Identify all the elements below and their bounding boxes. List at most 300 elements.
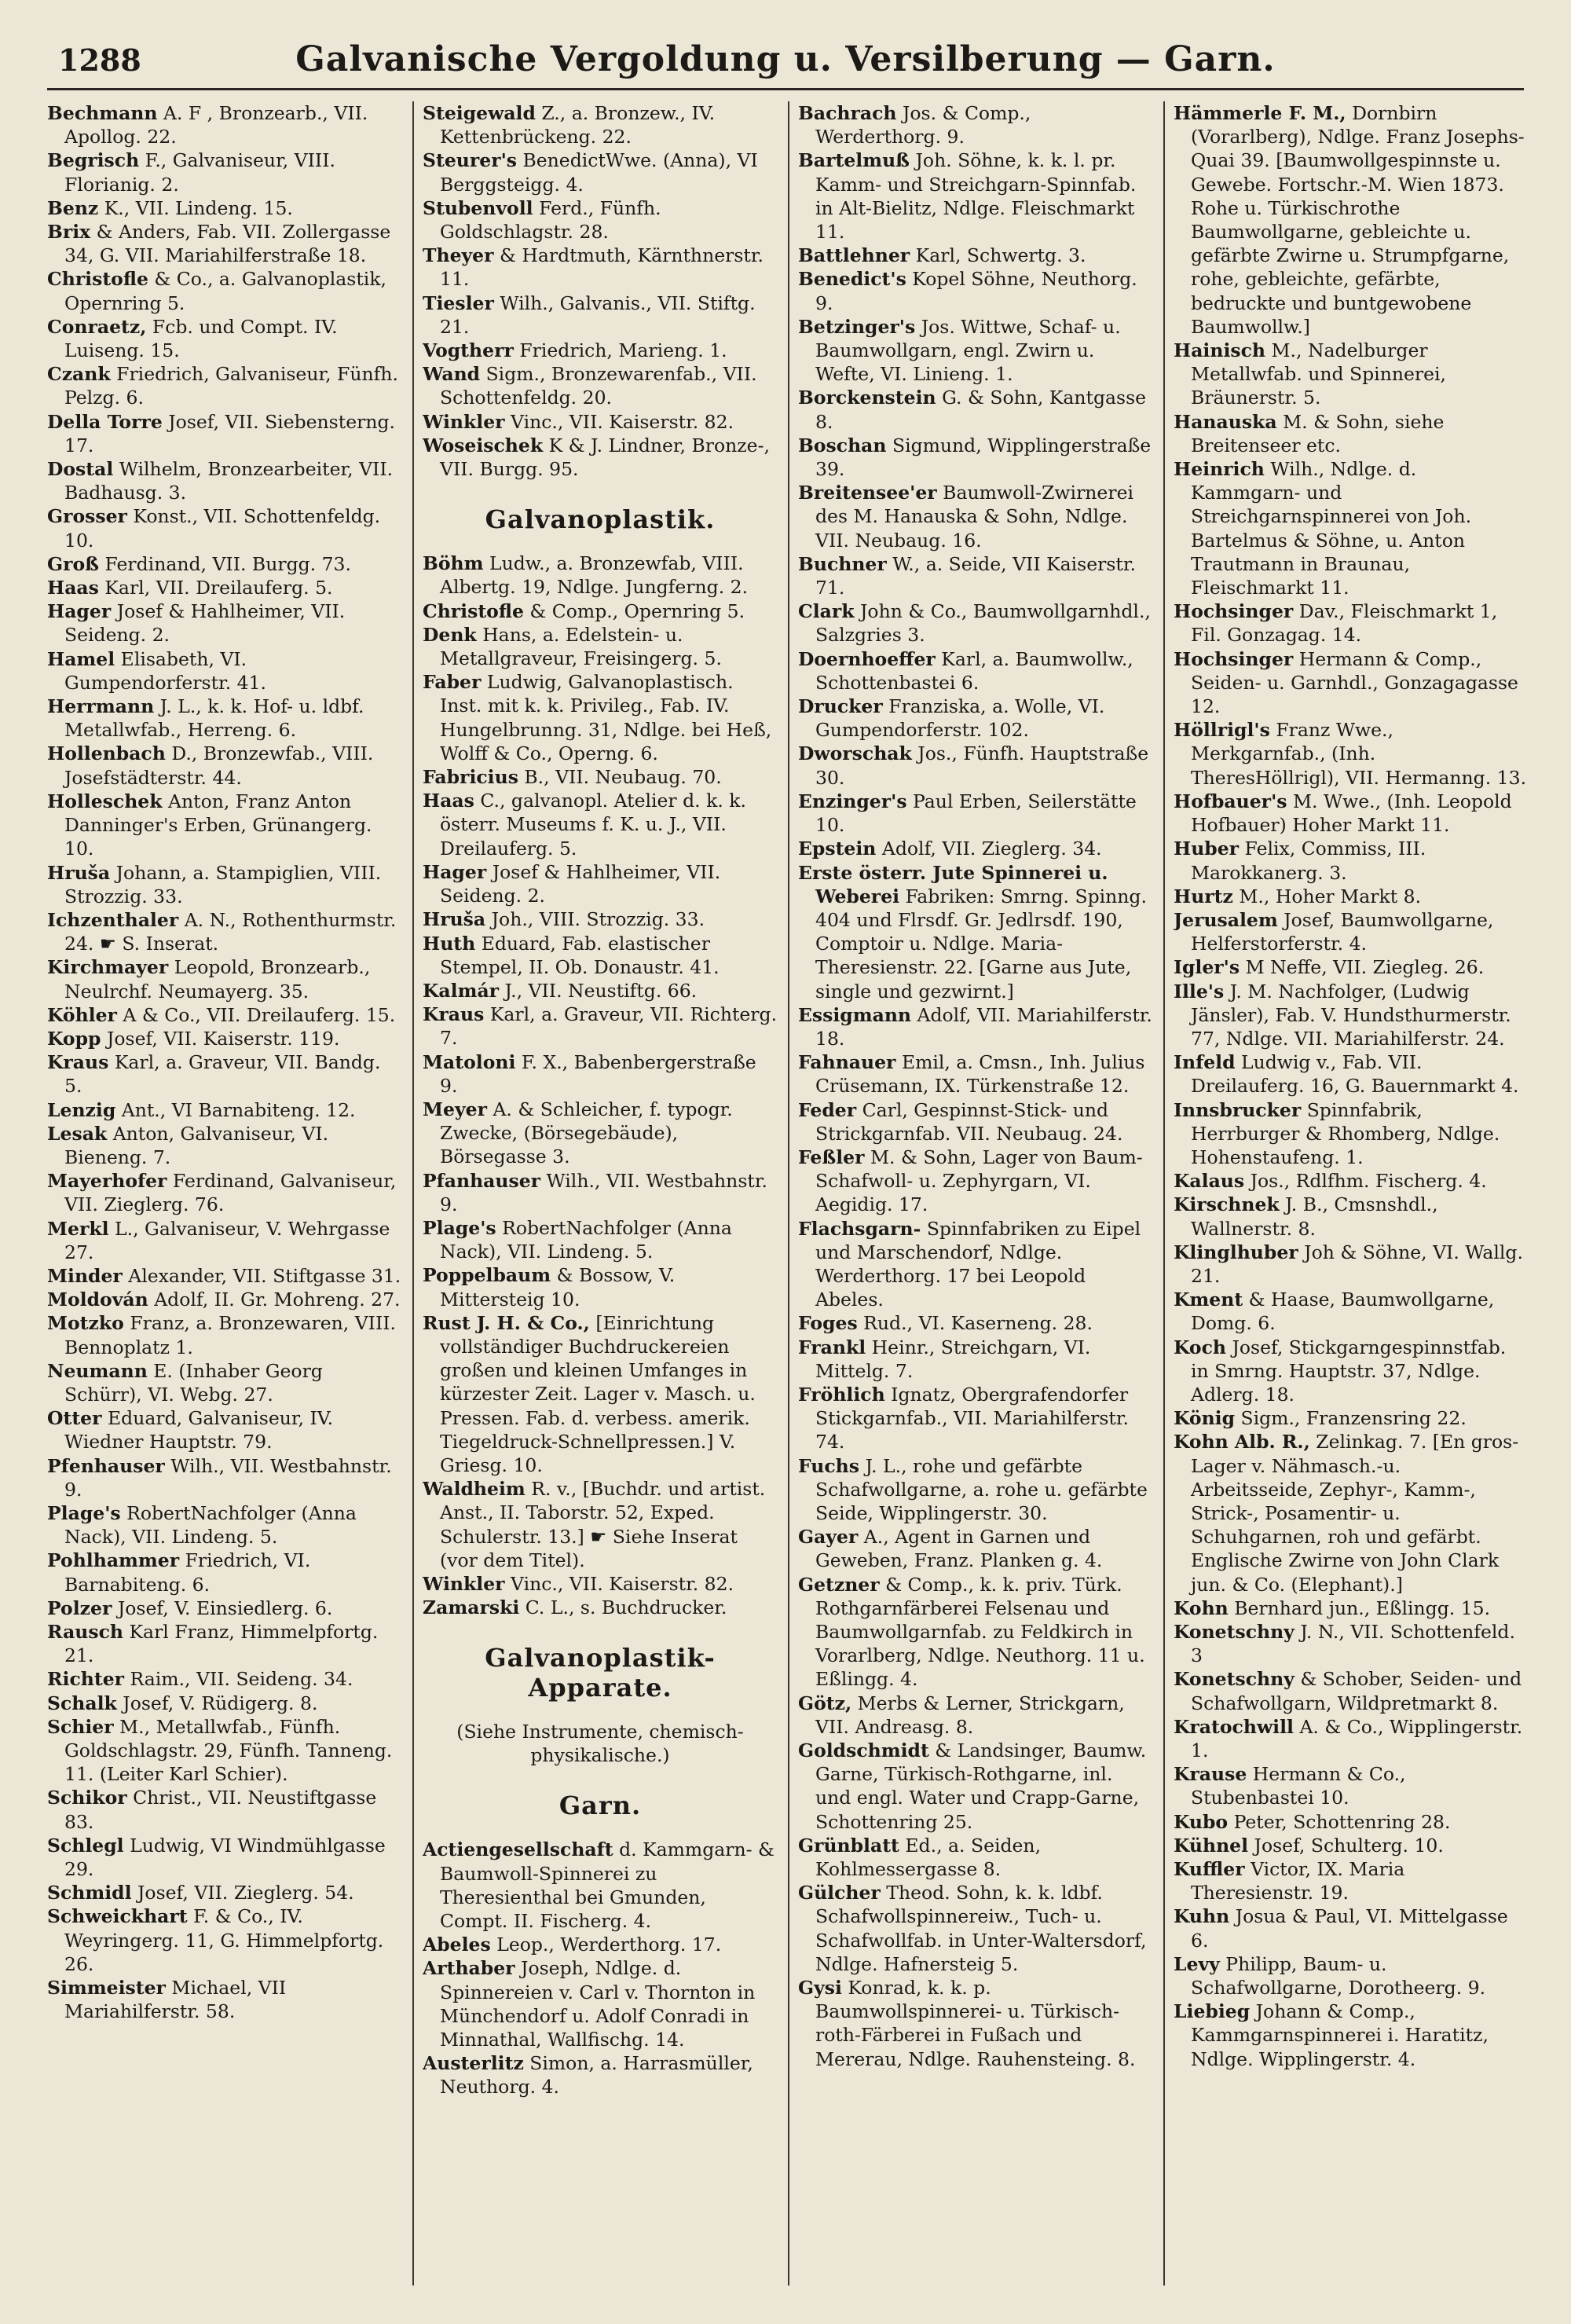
directory-entry — [423, 1956, 778, 2051]
entry-details: J. N., VII. Schottenfeld. 3 — [1191, 1621, 1515, 1667]
directory-entry — [423, 552, 778, 599]
entry-name: Kohn Alb. R., — [1174, 1431, 1310, 1453]
directory-entry — [423, 2051, 778, 2099]
entry-details: C. L., s. Buchdrucker. — [525, 1596, 727, 1619]
directory-entry — [798, 1217, 1153, 1312]
entry-name: Faber — [423, 671, 482, 694]
entry-details: Adolf, II. Gr. Mohreng. 27. — [154, 1288, 401, 1311]
entry-details: Fabriken: Smrng. Spinng. 404 und Flrsdf. Gr. Jedlrsdf. 190, Comptoir u. Ndlge. Maria-Theresienstr. 22. [Garne aus Jute, single und gezwirnt.] — [815, 885, 1147, 1003]
entry-name: Böhm — [423, 552, 484, 575]
directory-entry — [798, 1311, 1153, 1335]
columns — [47, 101, 1527, 2286]
directory-entry — [47, 1288, 402, 1311]
entry-details: E. (Inhaber Georg Schürr), VI. Webg. 27. — [64, 1359, 323, 1406]
entry-name: Igler's — [1174, 956, 1240, 979]
directory-entry — [47, 1620, 402, 1667]
entry-details: Zelinkag. 7. [En gros-Lager v. Nähmasch.-u. Arbeitsseide, Zephyr-, Kamm-, Strick-, Posamentir- u. Schuhgarnen, roh und gefärbt. Englische Zwirne von John Clark jun. & Co. (Elephant).] — [1191, 1431, 1519, 1596]
entry-details: J. L., rohe und gefärbte Schafwollgarne, a. rohe u. gefärbte Seide, Wipplingerstr. 30. — [815, 1454, 1148, 1524]
directory-entry — [47, 955, 402, 1003]
entry-details: Wilh., VII. Westbahnstr. 9. — [440, 1169, 767, 1215]
directory-entry — [47, 908, 402, 955]
entry-details: Wilhelm, Bronzearbeiter, VII. Badhausg. 3. — [64, 458, 394, 504]
entry-details: & Hardtmuth, Kärnthnerstr. 11. — [440, 244, 764, 291]
entry-details: Anton, Franz Anton Danninger's Erben, Grünangerg. 10. — [64, 790, 372, 860]
entry-name: Enzinger's — [798, 790, 907, 812]
directory-entry — [423, 244, 778, 291]
directory-entry — [798, 1003, 1153, 1050]
entry-name: Austerlitz — [423, 2052, 524, 2075]
entry-name: Theyer — [423, 244, 494, 267]
entry-name: Actiengesellschaft — [423, 1838, 613, 1861]
entry-name: Ille's — [1174, 980, 1225, 1003]
column-3 — [798, 101, 1153, 2286]
directory-entry — [1174, 647, 1529, 719]
directory-entry — [798, 1454, 1153, 1526]
entry-name: Plage's — [47, 1501, 121, 1524]
directory-entry — [47, 1217, 402, 1264]
entry-details: & Haase, Baumwollgarne, Domg. 6. — [1191, 1288, 1495, 1335]
directory-entry — [47, 1003, 402, 1027]
entry-details: Jos. & Comp., Werderthorg. 9. — [815, 102, 1031, 148]
directory-entry — [1174, 837, 1529, 884]
directory-entry — [47, 1406, 402, 1453]
entry-name: Gayer — [798, 1526, 859, 1549]
entry-name: Rausch — [47, 1621, 124, 1643]
entry-details: Hermann & Co., Stubenbastei 10. — [1191, 1763, 1406, 1809]
entry-details: Ant., VI Barnabiteng. 12. — [121, 1098, 356, 1121]
entry-details: Joh & Söhne, VI. Wallg. 21. — [1191, 1241, 1523, 1287]
entry-details: Josef, Stickgarngespinnstfab. in Smrng. Hauptstr. 37, Ndlge. Adlerg. 18. — [1191, 1336, 1507, 1406]
entry-details: Kopel Söhne, Neuthorg. 9. — [815, 268, 1137, 314]
page-header — [47, 31, 1524, 90]
entry-details: & Comp., Opernring 5. — [529, 599, 745, 622]
entry-details: Ludwig, Galvanoplastisch. Inst. mit k. k. Privileg., Fab. IV. Hungelbrunng. 31, Ndlge. bei Heß, Wolff & Co., Operng. 6. — [440, 671, 772, 764]
directory-entry — [423, 1477, 778, 1572]
entry-details: Anton, Galvaniseur, VI. Bieneng. 7. — [64, 1122, 329, 1168]
directory-entry — [1174, 1904, 1529, 1952]
directory-entry — [1174, 1857, 1529, 1904]
entry-name: Gülcher — [798, 1882, 881, 1904]
directory-entry — [1174, 790, 1529, 837]
directory-entry — [47, 1454, 402, 1501]
directory-entry — [798, 695, 1153, 742]
entry-details: Josef & Hahlheimer, VII. Seideng. 2. — [440, 860, 721, 907]
column-2 — [423, 101, 778, 2286]
entry-name: Haas — [423, 790, 474, 812]
entry-name: Kalmár — [423, 979, 500, 1002]
entry-details: Christ., VII. Neustiftgasse 83. — [64, 1787, 377, 1833]
entry-details: M. & Sohn, siehe Breitenseer etc. — [1191, 410, 1445, 456]
directory-entry — [1174, 410, 1529, 457]
directory-entry — [423, 789, 778, 860]
entry-name: Hamel — [47, 647, 115, 670]
column-divider — [788, 101, 789, 2286]
directory-entry — [1174, 955, 1529, 979]
entry-name: Schier — [47, 1715, 114, 1738]
directory-entry — [423, 101, 778, 148]
entry-details: Karl, Schwertg. 3. — [915, 244, 1086, 267]
entry-details: Carl, Gespinnst-Stick- und Strickgarnfab. VII. Neubaug. 24. — [815, 1098, 1123, 1145]
entry-name: Battlehner — [798, 244, 910, 267]
entry-details: Michael, VII Mariahilferstr. 58. — [64, 1977, 287, 2023]
entry-details: Rud., VI. Kaserneng. 28. — [863, 1312, 1093, 1335]
directory-entry — [1174, 1715, 1529, 1762]
directory-entry — [47, 1169, 402, 1216]
entry-name: Huth — [423, 932, 476, 955]
directory-entry — [47, 267, 402, 314]
entry-details: D., Bronzewfab., VIII. Josefstädterstr. 44. — [64, 742, 374, 789]
directory-entry — [798, 434, 1153, 481]
entry-details: Ferd., Fünfh. Goldschlagstr. 28. — [440, 196, 661, 244]
entry-name: Grünblatt — [798, 1834, 899, 1857]
entry-name: Kubo — [1174, 1810, 1229, 1833]
directory-entry — [1174, 2000, 1529, 2071]
entry-details: Adolf, VII. Mariahilferstr. 18. — [815, 1003, 1152, 1050]
entry-name: Höllrigl's — [1174, 719, 1270, 742]
entry-name: Koch — [1174, 1336, 1226, 1358]
entry-details: Josef, VII. Siebensterng. 17. — [64, 410, 395, 456]
directory-entry — [1174, 1169, 1529, 1193]
entry-details: Josef, VII. Kaiserstr. 119. — [106, 1027, 340, 1050]
entry-details: K & J. Lindner, Bronze-, VII. Burgg. 95. — [440, 434, 770, 481]
directory-entry — [798, 742, 1153, 789]
entry-details: M Neffe, VII. Ziegleg. 26. — [1245, 956, 1485, 979]
entry-details: J., VII. Neustiftg. 66. — [504, 979, 698, 1002]
directory-entry — [47, 1881, 402, 1904]
directory-entry — [423, 1098, 778, 1169]
entry-details: Jos. Wittwe, Schaf- u. Baumwollgarn, engl. Zwirn u. Wefte, VI. Linieng. 1. — [815, 315, 1121, 386]
directory-entry — [47, 1359, 402, 1406]
directory-entry — [1174, 1596, 1529, 1620]
entry-name: Buchner — [798, 552, 887, 575]
entry-details: J. L., k. k. Hof- u. ldbf. Metallwfab., Herreng. 6. — [64, 695, 364, 742]
directory-entry — [423, 291, 778, 339]
directory-entry — [1174, 339, 1529, 410]
entry-details: & Anders, Fab. VII. Zollergasse 34, G. VII. Mariahilferstraße 18. — [64, 221, 391, 267]
entry-details: Jos., Fünfh. Hauptstraße 30. — [815, 742, 1149, 789]
directory-entry — [47, 148, 402, 196]
directory-entry — [798, 1739, 1153, 1834]
entry-details: Ferdinand, VII. Burgg. 73. — [104, 552, 351, 575]
entry-name: Steigewald — [423, 102, 536, 124]
entry-details: & Landsinger, Baumw. Garne, Türkisch-Rothgarne, inl. und engl. Water und Crapp-Garne, Schottenring 25. — [815, 1739, 1147, 1833]
entry-name: Breitensee'er — [798, 482, 937, 504]
entry-name: Fabricius — [423, 766, 518, 789]
entry-name: Feder — [798, 1098, 857, 1121]
entry-name: Köhler — [47, 1003, 117, 1026]
entry-details: Adolf, VII. Zieglerg. 34. — [881, 838, 1102, 860]
directory-entry — [1174, 1288, 1529, 1335]
entry-details: K., VII. Lindeng. 15. — [104, 196, 293, 219]
section-heading: Galvanoplastik-Apparate. — [485, 1643, 716, 1703]
directory-entry — [1174, 1952, 1529, 2000]
entry-name: Plage's — [423, 1216, 496, 1239]
entry-name: Hochsinger — [1174, 600, 1294, 623]
entry-details: & Comp., k. k. priv. Türk. Rothgarnfärberei Felsenau und Baumwollgarnfab. zu Feldkirch in Vorarlberg, Ndlge. Neuthorg. 11 u. Eßlingg. 4. — [815, 1573, 1145, 1691]
entry-name: Kraus — [47, 1051, 109, 1074]
entry-name: Hruša — [47, 861, 111, 884]
entry-details: Josef, V. Einsiedlerg. 6. — [117, 1596, 333, 1619]
section-note: (Siehe Instrumente, chemisch-physikalische.) — [456, 1721, 744, 1767]
directory-entry — [423, 1933, 778, 1956]
directory-entry — [423, 1596, 778, 1619]
directory-entry — [1174, 1241, 1529, 1288]
entry-name: Zamarski — [423, 1596, 520, 1619]
entry-name: Abeles — [423, 1934, 491, 1956]
entry-name: Neumann — [47, 1359, 148, 1382]
entry-details: C., galvanopl. Atelier d. k. k. österr. Museums f. K. u. J., VII. Dreilauferg. 5. — [440, 790, 746, 860]
directory-entry — [47, 576, 402, 599]
directory-entry — [798, 1976, 1153, 2071]
entry-name: Otter — [47, 1407, 102, 1430]
entry-details: Eduard, Fab. elastischer Stempel, II. Ob. Donaustr. 41. — [440, 932, 720, 978]
directory-entry — [798, 244, 1153, 267]
directory-entry — [798, 647, 1153, 695]
entry-name: Getzner — [798, 1573, 880, 1596]
entry-details: d. Kammgarn- & Baumwoll-Spinnerei zu Theresienthal bei Gmunden, Compt. II. Fischerg. 4. — [440, 1838, 775, 1932]
entry-name: Klinglhuber — [1174, 1241, 1298, 1263]
directory-entry — [423, 1216, 778, 1263]
entry-details: J. M. Nachfolger, (Ludwig Jänsler), Fab. V. Hundsthurmerstr. 77, Ndlge. VII. Mariahilferstr. 24. — [1191, 980, 1511, 1050]
entry-details: W., a. Seide, VII Kaiserstr. 71. — [815, 552, 1136, 599]
entry-name: Boschan — [798, 434, 887, 456]
directory-entry — [47, 457, 402, 504]
entry-details: G. & Sohn, Kantgasse 8. — [815, 387, 1147, 433]
entry-details: RobertNachfolger (Anna Nack), VII. Lindeng. 5. — [440, 1216, 732, 1263]
directory-entry — [798, 386, 1153, 433]
entry-details: Spinnfabriken zu Eipel und Marschendorf, Ndlge. Werderthorg. 17 bei Leopold Abeles. — [815, 1217, 1141, 1311]
directory-entry — [798, 837, 1153, 860]
directory-entry — [798, 1098, 1153, 1146]
column-divider — [412, 101, 414, 2286]
directory-entry — [47, 1834, 402, 1881]
entry-name: Haas — [47, 577, 99, 599]
entry-name: Czank — [47, 363, 111, 386]
entry-name: Woseischek — [423, 434, 544, 456]
column-1 — [47, 101, 402, 2286]
entry-name: Brix — [47, 221, 91, 244]
directory-entry — [798, 1146, 1153, 1217]
entry-details: Felix, Commiss, III. Marokkanerg. 3. — [1191, 838, 1426, 884]
directory-entry — [47, 1667, 402, 1691]
entry-details: Baumwoll-Zwirnerei des M. Hanauska & Sohn, Ndlge. VII. Neubaug. 16. — [815, 482, 1133, 552]
entry-details: A. F , Bronzearb., VII. Apollog. 22. — [64, 102, 368, 148]
entry-name: Bartelmuß — [798, 149, 910, 172]
entry-details: Peter, Schottenring 28. — [1233, 1810, 1451, 1833]
directory-entry — [798, 315, 1153, 387]
entry-details: M. Wwe., (Inh. Leopold Hofbauer) Hoher Markt 11. — [1191, 790, 1512, 837]
directory-entry — [47, 1692, 402, 1715]
entry-details: Theod. Sohn, k. k. ldbf. Schafwollspinnereiw., Tuch- u. Schafwollfab. in Unter-Waltersdorf, Ndlge. Hafnersteig 5. — [815, 1882, 1147, 1975]
entry-name: Feßler — [798, 1146, 865, 1168]
entry-details: Karl, a. Graveur, VII. Bandg. 5. — [64, 1051, 381, 1098]
directory-entry — [47, 410, 402, 457]
directory-entry — [47, 1501, 402, 1549]
entry-name: Flachsgarn- — [798, 1217, 921, 1240]
entry-details: Z., a. Bronzew., IV. Kettenbrückeng. 22. — [440, 102, 716, 148]
entry-details: Josef, Baumwollgarne, Helferstorferstr. 4. — [1191, 908, 1494, 955]
column-divider — [1163, 101, 1165, 2286]
directory-entry — [423, 1572, 778, 1596]
directory-entry — [798, 599, 1153, 647]
entry-name: Matoloni — [423, 1050, 516, 1073]
directory-entry — [1174, 1336, 1529, 1407]
entry-name: Benedict's — [798, 268, 906, 291]
entry-name: Fröhlich — [798, 1383, 885, 1406]
entry-details: F. & Co., IV. Weyringerg. 11, G. Himmelpfortg. 26. — [64, 1905, 384, 1975]
directory-entry — [798, 267, 1153, 314]
entry-name: Schlegl — [47, 1834, 124, 1857]
entry-details: Ed., a. Seiden, Kohlmessergasse 8. — [815, 1834, 1042, 1881]
entry-name: Clark — [798, 600, 855, 623]
entry-name: Merkl — [47, 1217, 109, 1240]
entry-details: Friedrich, VI. Barnabiteng. 6. — [64, 1549, 311, 1596]
directory-entry — [47, 1122, 402, 1169]
directory-entry — [798, 1573, 1153, 1692]
entry-details: Franz, a. Bronzewaren, VIII. Bennoplatz 1. — [64, 1312, 397, 1358]
entry-name: Rust J. H. & Co., — [423, 1311, 590, 1334]
entry-name: Vogtherr — [423, 339, 514, 362]
directory-entry — [798, 481, 1153, 552]
entry-details: Karl, a. Baumwollw., Schottenbastei 6. — [815, 647, 1133, 694]
entry-name: Innsbrucker — [1174, 1098, 1302, 1121]
entry-details: A. & Schleicher, f. typogr. Zwecke, (Börsegebäude), Börsegasse 3. — [440, 1098, 733, 1168]
entry-name: Begrisch — [47, 149, 140, 172]
entry-details: Sigm., Bronzewarenfab., VII. Schottenfeldg. 20. — [440, 363, 757, 409]
entry-name: Konetschny — [1174, 1668, 1295, 1691]
directory-entry — [47, 552, 402, 576]
entry-name: Hanauska — [1174, 410, 1277, 433]
entry-name: Hurtz — [1174, 885, 1233, 907]
directory-entry — [423, 1263, 778, 1310]
directory-entry — [798, 148, 1153, 244]
entry-name: Huber — [1174, 838, 1240, 860]
entry-details: Hermann & Comp., Seiden- u. Garnhdl., Gonzagagasse 12. — [1191, 647, 1518, 718]
entry-name: Gysi — [798, 1977, 842, 2000]
directory-entry — [47, 1904, 402, 1976]
entry-name: Liebieg — [1174, 2000, 1251, 2023]
entry-name: Epstein — [798, 838, 877, 860]
entry-details: Josef, V. Rüdigerg. 8. — [123, 1692, 318, 1714]
entry-details: A., Agent in Garnen und Geweben, Franz. Planken g. 4. — [815, 1526, 1103, 1572]
entry-details: Joh. Söhne, k. k. l. pr. Kamm- und Streichgarn-Spinnfab. in Alt-Bielitz, Ndlge. Fleischmarkt 11. — [815, 149, 1137, 244]
entry-name: Kalaus — [1174, 1170, 1245, 1193]
directory-entry — [47, 1976, 402, 2023]
entry-name: Lesak — [47, 1122, 108, 1145]
entry-name: Meyer — [423, 1098, 487, 1120]
entry-details: Josua & Paul, VI. Mittelgasse 6. — [1191, 1905, 1508, 1952]
entry-details: Philipp, Baum- u. Schafwollgarne, Dorotheerg. 9. — [1191, 1952, 1486, 2000]
entry-details: M., Metallwfab., Fünfh. Goldschlagstr. 29, Fünfh. Tanneng. 11. (Leiter Karl Schier). — [64, 1715, 393, 1786]
entry-name: Poppelbaum — [423, 1264, 551, 1287]
directory-entry — [423, 339, 778, 362]
entry-details: Dornbirn (Vorarlberg), Ndlge. Franz Josephs-Quai 39. [Baumwollgespinnste u. Gewebe. Fortschr.-M. Wien 1873. Rohe u. Türkischrothe Baumwollgarne, gebleichte u. gefärbte Zwirne u. Strumpfgarne, rohe, gebleichte, gefärbte, bedruckte und buntgewobene Baumwollw.] — [1191, 102, 1525, 338]
directory-entry — [47, 647, 402, 695]
directory-entry — [47, 196, 402, 220]
entry-details: & Schober, Seiden- und Schafwollgarn, Wildpretmarkt 8. — [1191, 1668, 1522, 1714]
directory-entry — [798, 1525, 1153, 1572]
entry-details: Karl, VII. Dreilauferg. 5. — [104, 577, 333, 599]
entry-name: Doernhoeffer — [798, 647, 936, 670]
entry-name: Schalk — [47, 1692, 117, 1714]
directory-entry — [47, 1098, 402, 1122]
entry-name: Winkler — [423, 410, 505, 433]
entry-name: Conraetz, — [47, 315, 147, 338]
page-number: 1288 — [58, 42, 141, 78]
entry-name: Hager — [423, 860, 487, 883]
directory-entry — [798, 1050, 1153, 1098]
directory-entry — [47, 861, 402, 908]
entry-name: Grosser — [47, 505, 127, 528]
directory-entry — [798, 101, 1153, 148]
entry-details: Konst., VII. Schottenfeldg. 10. — [64, 505, 381, 552]
directory-entry — [423, 599, 778, 623]
entry-name: Levy — [1174, 1952, 1220, 1975]
entry-details: A & Co., VII. Dreilauferg. 15. — [123, 1003, 396, 1026]
entry-name: Kraus — [423, 1003, 485, 1026]
directory-entry — [47, 790, 402, 861]
directory-entry — [423, 907, 778, 931]
entry-name: Arthaber — [423, 1957, 515, 1980]
directory-entry — [423, 1838, 778, 1933]
entry-details: Vinc., VII. Kaiserstr. 82. — [511, 410, 734, 433]
entry-details: M., Nadelburger Metallwfab. und Spinnerei, Bräunerstr. 5. — [1191, 339, 1447, 409]
entry-details: Ludw., a. Bronzewfab, VIII. Albertg. 19, Ndlge. Jungferng. 2. — [440, 552, 749, 599]
entry-details: Leop., Werderthorg. 17. — [496, 1934, 722, 1956]
directory-entry — [423, 765, 778, 789]
entry-details: Heinr., Streichgarn, VI. Mittelg. 7. — [815, 1336, 1091, 1382]
entry-details: & Co., a. Galvanoplastik, Opernring 5. — [64, 268, 387, 314]
entry-name: Schikor — [47, 1787, 127, 1809]
entry-name: Tiesler — [423, 291, 494, 314]
entry-name: Kirchmayer — [47, 956, 169, 979]
entry-name: Hainisch — [1174, 339, 1265, 362]
entry-name: Konetschny — [1174, 1621, 1295, 1643]
entry-name: Pfenhauser — [47, 1454, 165, 1477]
entry-name: Frankl — [798, 1336, 866, 1358]
entry-name: Wand — [423, 363, 481, 386]
directory-entry — [1174, 1667, 1529, 1714]
directory-entry — [1174, 1620, 1529, 1667]
directory-entry — [423, 1003, 778, 1050]
directory-entry — [423, 1311, 778, 1477]
entry-details: John & Co., Baumwollgarnhdl., Salzgries 3. — [815, 600, 1151, 647]
directory-entry — [423, 1169, 778, 1216]
directory-entry — [47, 1715, 402, 1787]
entry-details: Elisabeth, VI. Gumpendorferstr. 41. — [64, 647, 267, 694]
entry-details: A. N., Rothenthurmstr. 24. ☛ S. Inserat. — [64, 908, 397, 955]
entry-details: F. X., Babenbergerstraße 9. — [440, 1050, 756, 1097]
entry-name: Ichzenthaler — [47, 908, 179, 931]
directory-entry — [47, 1549, 402, 1596]
entry-name: Della Torre — [47, 410, 163, 433]
entry-name: Krause — [1174, 1763, 1247, 1786]
directory-entry — [1174, 1834, 1529, 1857]
entry-details: Karl, a. Graveur, VII. Richterg. 7. — [440, 1003, 778, 1050]
directory-entry — [47, 1027, 402, 1050]
entry-name: Mayerhofer — [47, 1170, 167, 1193]
entry-details: Joseph, Ndlge. d. Spinnereien v. Carl v. Thornton in Münchendorf u. Adolf Conradi in Minnathal, Wallfischg. 14. — [440, 1957, 756, 2051]
directory-entry — [798, 861, 1153, 1003]
entry-name: Kuffler — [1174, 1858, 1245, 1881]
entry-name: Hofbauer's — [1174, 790, 1287, 812]
entry-details: Jos., Rdlfhm. Fischerg. 4. — [1250, 1170, 1487, 1193]
entry-name: Kirschnek — [1174, 1193, 1280, 1216]
directory-entry — [47, 742, 402, 789]
entry-name: Erste österr. Jute Spinnerei u. Weberei — [798, 861, 1108, 907]
entry-name: Hager — [47, 600, 112, 623]
entry-name: Kohn — [1174, 1596, 1229, 1619]
